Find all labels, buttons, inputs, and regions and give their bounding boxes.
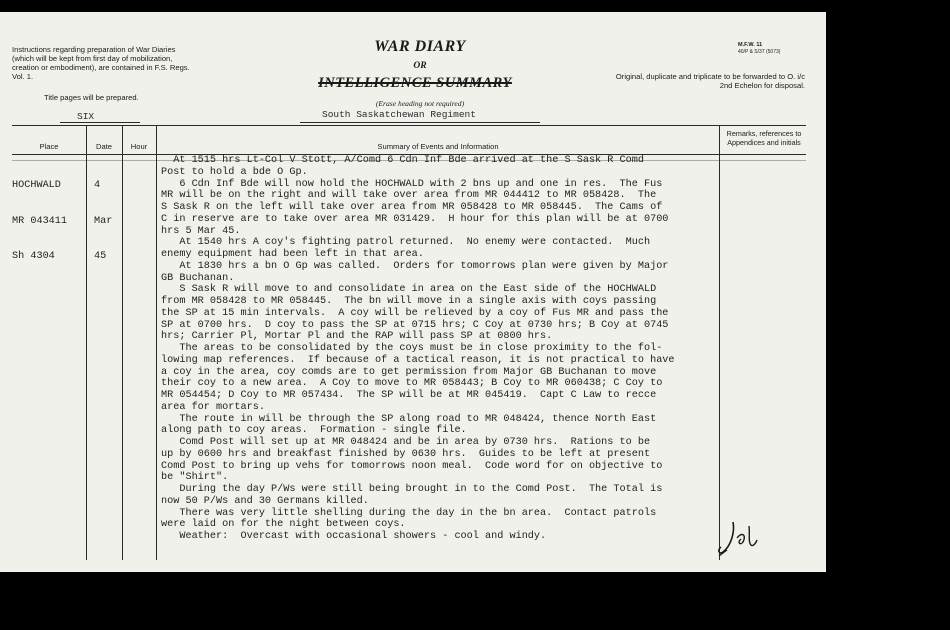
summary-line: their coy to a new area. A Coy to move to MR 058443; B Coy to MR 060438; C Coy to <box>161 378 663 390</box>
date-line: 45 <box>94 250 107 262</box>
summary-line: S Sask R on the left will take over area from MR 058428 to MR 058445. The Cams of <box>161 202 663 213</box>
summary-line: 6 Cdn Inf Bde will now hold the HOCHWALD with 2 bns up and one in res. The Fus <box>161 178 663 190</box>
summary-line: hrs; Carrier Pl, Mortar Pl and the RAP will pass SP at 0800 hrs. <box>161 331 553 343</box>
form-or: OR <box>413 61 427 71</box>
summary-line: MR will be on the right and will take over area from MR 044412 to MR 058428. The <box>161 190 657 202</box>
form-code: M.F.W. 11 <box>738 42 763 48</box>
summary-line: hrs 5 Mar 45. <box>161 225 241 237</box>
column-header-remarks: Remarks, references to Appendices and initials <box>726 129 802 147</box>
summary-line: a coy in the area, coy comds are to get permission from Major GB Buchanan to move <box>161 366 657 378</box>
summary-line: were laid on for the night between coys. <box>161 519 406 531</box>
summary-line: GB Buchanan. <box>161 272 235 284</box>
summary-line: There was very little shelling during the day in the bn area. Contact patrols <box>161 507 657 519</box>
instructions-note: Instructions regarding preparation of War Diaries (which will be kept from first day of mobilization, creation or embodiment), are contained in F.S. Regs. Vol. 1. <box>12 45 190 81</box>
summary-line: Weather: Overcast with occasional showers - cool and windy. <box>161 531 547 542</box>
summary-line: C in reserve are to take over area MR 031429. H hour for this plan will be at 0700 <box>161 213 669 225</box>
entry-date <box>94 157 118 286</box>
summary-line: area for mortars. <box>161 401 265 413</box>
summary-line: from MR 058428 to MR 058445. The bn will move in a single axis with coys passing <box>161 296 657 307</box>
war-diary-page <box>0 12 826 572</box>
form-code-sub: 40/P & S/37 (5073) <box>738 49 781 55</box>
summary-line: be "Shirt". <box>161 472 229 484</box>
table-top-rule <box>12 125 806 126</box>
month-field: SIX <box>77 111 95 122</box>
entry-place <box>12 157 67 286</box>
summary-line: lowing map references. If because of a tactical reason, it is not practical to have <box>161 354 675 366</box>
unit-underline <box>300 122 540 123</box>
column-header-summary: Summary of Events and Information <box>377 142 499 151</box>
summary-line: Post to hold a bde O Gp. <box>161 166 308 178</box>
intelligence-summary-heading: INTELLIGENCE SUMMARY <box>318 75 512 91</box>
distribution-note: Original, duplicate and triplicate to be forwarded to O. i/c 2nd Echelon for disposal. <box>615 72 805 90</box>
column-divider-place <box>86 126 87 560</box>
summary-line: SP at 0700 hrs. D coy to pass the SP at 0715 hrs; C Coy at 0730 hrs; B Coy at 0745 <box>161 319 669 331</box>
erase-note: (Erase heading not required) <box>375 99 465 108</box>
place-line: HOCHWALD <box>12 180 61 192</box>
place-line: MR 043411 <box>12 215 68 227</box>
summary-line: along path to coy areas. Formation - single file. <box>161 425 467 437</box>
summary-line: The route in will be through the SP along road to MR 048424, thence North East <box>161 413 657 425</box>
date-line: Mar <box>94 215 113 227</box>
summary-line: At 1830 hrs a bn O Gp was called. Orders for tomorrows plan were given by Major <box>161 260 669 272</box>
summary-line: up by 0600 hrs and breakfast finished by 0630 hrs. Guides to be left at present <box>161 448 651 460</box>
month-underline <box>60 122 140 123</box>
initials-signature <box>715 512 765 560</box>
column-header-hour: Hour <box>130 142 148 151</box>
column-header-place: Place <box>39 142 59 151</box>
summary-line: At 1540 hrs A coy's fighting patrol returned. No enemy were contacted. Much <box>161 237 651 249</box>
column-divider-hour <box>156 126 157 560</box>
place-line: Sh 4304 <box>12 250 55 262</box>
summary-line: enemy equipment had been left in that area. <box>161 249 424 260</box>
summary-of-events <box>161 155 719 543</box>
summary-line: Comd Post will set up at MR 048424 and be in area by 0730 hrs. Rations to be <box>161 437 651 448</box>
form-title: WAR DIARY <box>374 38 466 55</box>
column-divider-date <box>122 126 123 560</box>
column-header-date: Date <box>95 142 113 151</box>
summary-line: Comd Post to bring up vehs for tomorrows noon meal. Code word for on objective to <box>161 460 663 472</box>
summary-line: now 50 P/Ws and 30 Germans killed. <box>161 495 369 507</box>
summary-line: S Sask R will move to and consolidate in area on the East side of the HOCHWALD <box>161 284 657 296</box>
summary-line: The areas to be consolidated by the coys must be in close proximity to the fol- <box>161 343 663 354</box>
title-pages-note: Title pages will be prepared. <box>44 93 139 102</box>
summary-line: the SP at 15 min intervals. A coy will be relieved by a coy of Fus MR and pass the <box>161 307 669 319</box>
summary-line: During the day P/Ws were still being brought in to the Comd Post. The Total is <box>161 484 663 495</box>
summary-line: MR 054454; D Coy to MR 057434. The SP will be at MR 045419. Capt C Law to recce <box>161 390 657 401</box>
column-divider-remarks <box>719 126 720 560</box>
summary-line: At 1515 hrs Lt-Col V Stott, A/Comd 6 Cdn Inf Bde arrived at the S Sask R Comd <box>161 155 644 166</box>
unit-field: South Saskatchewan Regiment <box>322 109 476 120</box>
date-line: 4 <box>94 180 101 192</box>
